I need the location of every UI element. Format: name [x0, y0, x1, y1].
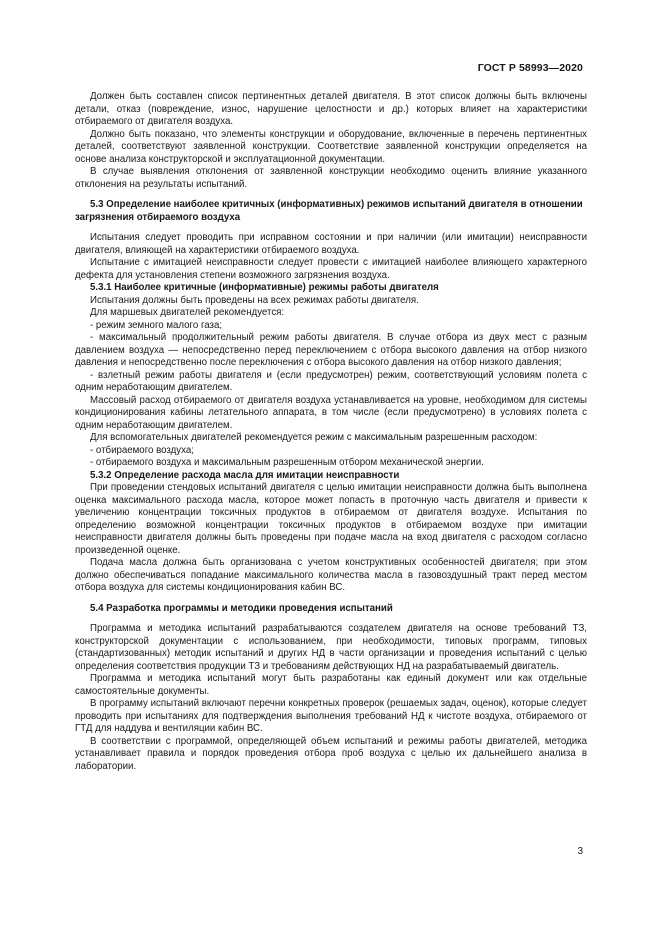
paragraph: Должен быть составлен список пертинентных деталей двигателя. В этот список должны быть включены детали, отказ (повреждение, износ, нарушение целостности и др.) которых влияет на характеристики отбираемого от двигателя воздуха.	[75, 91, 587, 127]
paragraph: Для вспомогательных двигателей рекомендуется режим с максимальным разрешенным расходом:	[90, 432, 538, 443]
section-gap	[75, 224, 587, 232]
paragraph: В случае выявления отклонения от заявленной конструкции необходимо оценить влияние указанного отклонения на результаты испытаний.	[75, 166, 587, 190]
paragraph: - взлетный режим работы двигателя и (если предусмотрен) режим, соответствующий условиям полета с одним неработающим двигателем.	[75, 369, 587, 393]
paragraph: Программа и методика испытаний могут быть разработаны как единый документ или как отдельные самостоятельные документы.	[75, 673, 587, 697]
paragraph: - отбираемого воздуха;	[90, 444, 194, 456]
paragraph: В соответствии с программой, определяющей объем испытаний и режимы работы двигателей, методика устанавливает правила и порядок проведения отбора проб воздуха с целью их дальнейшего анализа в лаборатории.	[75, 735, 587, 772]
section-heading: 5.4 Разработка программы и методики проведения испытаний	[90, 602, 393, 614]
page-number: 3	[577, 846, 583, 857]
section-heading: 5.3 Определение наиболее критичных (информативных) режимов испытаний двигателя в отношении загрязнения отбираемого воздуха	[75, 199, 583, 223]
subsection-heading: 5.3.1 Наиболее критичные (информативные) режимы работы двигателя	[90, 282, 439, 293]
section-gap	[75, 615, 587, 623]
section-gap	[75, 191, 587, 199]
paragraph: Испытания следует проводить при исправном состоянии и при наличии (или имитации) неисправности двигателя, влияющей на характеристики отбираемого воздуха.	[75, 232, 587, 256]
paragraph: Испытание с имитацией неисправности следует провести с имитацией наиболее влияющего характерного дефекта для установления степени возможного загрязнения воздуха.	[75, 257, 587, 281]
paragraph: Испытания должны быть проведены на всех режимах работы двигателя.	[90, 294, 419, 306]
paragraph: Для маршевых двигателей рекомендуется:	[90, 307, 285, 318]
document-id: ГОСТ Р 58993—2020	[477, 62, 583, 74]
paragraph: При проведении стендовых испытаний двигателя с целью имитации неисправности должна быть выполнена оценка максимального расхода масла, которое может попасть в проточную часть двигателя и привести к увеличению концентрации токсичных продуктов в отбираемом от двигателя воздухе. Испытания по определению возможной концентрации токсичных продуктов в отбираемом воздухе при имитации неисправности двигателя должны быть проведены при подаче масла на вход двигателя с расходом согласно произведенной оценке.	[75, 482, 587, 556]
paragraph: - максимальный продолжительный режим работы двигателя. В случае отбора из двух мест с разным давлением воздуха — непосредственно перед переключением с отбора высокого давления на отбор низкого давления и непосредственно после переключения с отбора высокого давления на отбор низкого давления;	[75, 332, 587, 368]
paragraph: - режим земного малого газа;	[90, 319, 223, 331]
paragraph: В программу испытаний включают перечни конкретных проверок (решаемых задач, оценок), которые следует проводить при испытаниях для подтверждения выполнения требований НД к чистоте воздуха, отбираемого от ГТД для наддува и вентиляции кабин ВС.	[75, 698, 587, 734]
paragraph: Программа и методика испытаний разрабатываются создателем двигателя на основе требований ТЗ, конструкторской документации с использованием, при необходимости, типовых программ, типовых (стандартизованных) методик испытаний и других НД в части организации и проведения испытаний с целью определения соответствия продукции ТЗ и требованиям действующих НД на разрабатываемый двигатель.	[75, 623, 587, 672]
section-gap	[75, 595, 587, 603]
paragraph: Должно быть показано, что элементы конструкции и оборудование, включенные в перечень пертинентных деталей, соответствуют заявленной конструкции. Соответствие заявленной конструкции определяется на основе анализа конструкторской и эксплуатационной документации.	[75, 128, 587, 165]
paragraph: - отбираемого воздуха и максимальным разрешенным отбором механической энергии.	[90, 457, 484, 468]
paragraph: Массовый расход отбираемого от двигателя воздуха устанавливается на уровне, необходимом для системы кондиционирования кабины летательного аппарата, в том числе (если предусмотрено) в условиях полета с одним неработающим двигателем.	[75, 394, 587, 431]
subsection-heading: 5.3.2 Определение расхода масла для имитации неисправности	[90, 469, 400, 481]
document-body	[75, 91, 587, 773]
paragraph: Подача масла должна быть организована с учетом конструктивных особенностей двигателя; при этом должно обеспечиваться попадание максимального количества масла в газовоздушный тракт перед местом отбора воздуха для системы кондиционирования кабин ВС.	[75, 557, 587, 593]
